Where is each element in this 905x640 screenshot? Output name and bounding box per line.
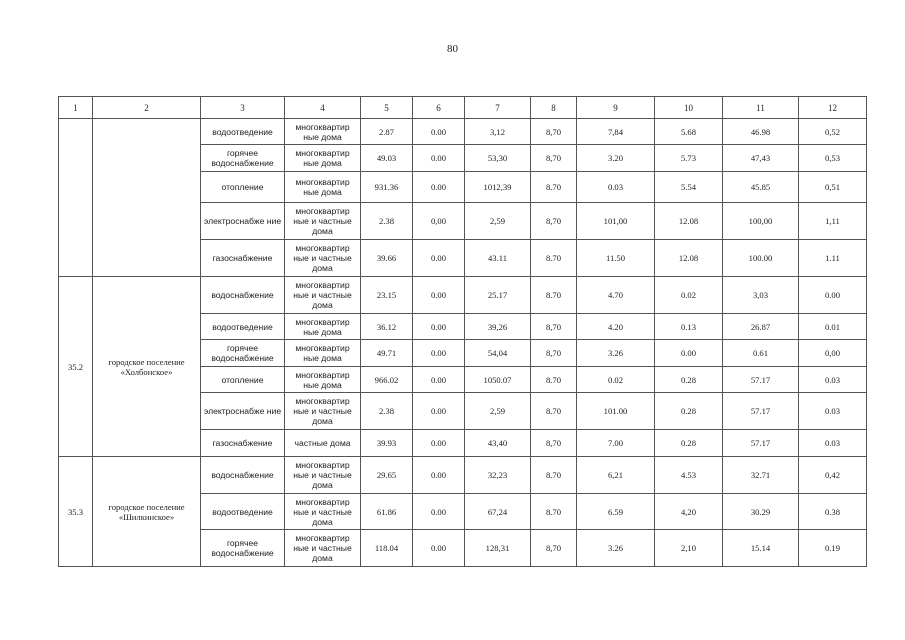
header-cell: 11 bbox=[723, 97, 799, 119]
value-cell: 0.00 bbox=[413, 530, 465, 567]
value-cell: 0.00 bbox=[413, 119, 465, 145]
value-cell: 100,00 bbox=[723, 203, 799, 240]
value-cell: 30.29 bbox=[723, 494, 799, 530]
value-cell: 8,70 bbox=[531, 145, 577, 172]
value-cell: 0.28 bbox=[655, 393, 723, 430]
value-cell: 12.08 bbox=[655, 203, 723, 240]
value-cell: 0,52 bbox=[799, 119, 867, 145]
value-cell: 8,70 bbox=[531, 530, 577, 567]
value-cell: 0.00 bbox=[413, 340, 465, 367]
consumer-cell: многоквартир ные дома bbox=[285, 172, 361, 203]
value-cell: 8,70 bbox=[531, 340, 577, 367]
consumer-cell: многоквартир ные и частные дома bbox=[285, 530, 361, 567]
value-cell: 0.00 bbox=[413, 314, 465, 340]
value-cell: 931.36 bbox=[361, 172, 413, 203]
value-cell: 0.02 bbox=[577, 367, 655, 393]
service-cell: водоотведение bbox=[201, 314, 285, 340]
service-cell: отопление bbox=[201, 172, 285, 203]
service-cell: электроснабже ние bbox=[201, 203, 285, 240]
value-cell: 7.00 bbox=[577, 430, 655, 457]
value-cell: 39.66 bbox=[361, 240, 413, 277]
value-cell: 0.28 bbox=[655, 367, 723, 393]
service-cell: водоснабжение bbox=[201, 277, 285, 314]
page-number: 80 bbox=[447, 43, 458, 55]
value-cell: 8.70 bbox=[531, 494, 577, 530]
value-cell: 39,26 bbox=[465, 314, 531, 340]
value-cell: 8,70 bbox=[531, 314, 577, 340]
value-cell: 2,59 bbox=[465, 393, 531, 430]
service-cell: водоотведение bbox=[201, 119, 285, 145]
value-cell: 23.15 bbox=[361, 277, 413, 314]
value-cell: 0,53 bbox=[799, 145, 867, 172]
value-cell: 2.38 bbox=[361, 203, 413, 240]
value-cell: 2,10 bbox=[655, 530, 723, 567]
header-cell: 1 bbox=[59, 97, 93, 119]
tariff-table bbox=[58, 96, 867, 567]
value-cell: 8,70 bbox=[531, 203, 577, 240]
group-name: городское поселение «Холбонское» bbox=[93, 277, 201, 457]
value-cell: 0.03 bbox=[799, 430, 867, 457]
value-cell: 128,31 bbox=[465, 530, 531, 567]
header-cell: 8 bbox=[531, 97, 577, 119]
value-cell: 0,00 bbox=[413, 203, 465, 240]
value-cell: 57.17 bbox=[723, 367, 799, 393]
value-cell: 7,84 bbox=[577, 119, 655, 145]
value-cell: 53,30 bbox=[465, 145, 531, 172]
value-cell: 15.14 bbox=[723, 530, 799, 567]
value-cell: 8.70 bbox=[531, 393, 577, 430]
value-cell: 3.26 bbox=[577, 530, 655, 567]
group-number bbox=[59, 119, 93, 277]
value-cell: 8.70 bbox=[531, 457, 577, 494]
value-cell: 46.98 bbox=[723, 119, 799, 145]
value-cell: 61.86 bbox=[361, 494, 413, 530]
service-cell: отопление bbox=[201, 367, 285, 393]
value-cell: 47,43 bbox=[723, 145, 799, 172]
header-cell: 3 bbox=[201, 97, 285, 119]
value-cell: 8,70 bbox=[531, 119, 577, 145]
value-cell: 12.08 bbox=[655, 240, 723, 277]
value-cell: 5.73 bbox=[655, 145, 723, 172]
value-cell: 5.54 bbox=[655, 172, 723, 203]
value-cell: 4.53 bbox=[655, 457, 723, 494]
consumer-cell: многоквартир ные и частные дома bbox=[285, 203, 361, 240]
value-cell: 0,00 bbox=[799, 340, 867, 367]
value-cell: 0.02 bbox=[655, 277, 723, 314]
value-cell: 101.00 bbox=[577, 393, 655, 430]
service-cell: водоснабжение bbox=[201, 457, 285, 494]
value-cell: 2.38 bbox=[361, 393, 413, 430]
consumer-cell: частные дома bbox=[285, 430, 361, 457]
value-cell: 0,42 bbox=[799, 457, 867, 494]
value-cell: 45.85 bbox=[723, 172, 799, 203]
service-cell: газоснабжение bbox=[201, 240, 285, 277]
value-cell: 4,20 bbox=[655, 494, 723, 530]
consumer-cell: многоквартир ные дома bbox=[285, 340, 361, 367]
value-cell: 0.19 bbox=[799, 530, 867, 567]
consumer-cell: многоквартир ные дома bbox=[285, 367, 361, 393]
value-cell: 0.03 bbox=[577, 172, 655, 203]
value-cell: 0.03 bbox=[799, 393, 867, 430]
value-cell: 0.00 bbox=[413, 430, 465, 457]
value-cell: 3.20 bbox=[577, 145, 655, 172]
consumer-cell: многоквартир ные и частные дома bbox=[285, 240, 361, 277]
value-cell: 29.65 bbox=[361, 457, 413, 494]
value-cell: 4.70 bbox=[577, 277, 655, 314]
header-row bbox=[59, 97, 867, 119]
value-cell: 36.12 bbox=[361, 314, 413, 340]
value-cell: 0.28 bbox=[655, 430, 723, 457]
value-cell: 966.02 bbox=[361, 367, 413, 393]
value-cell: 101,00 bbox=[577, 203, 655, 240]
consumer-cell: многоквартир ные и частные дома bbox=[285, 393, 361, 430]
value-cell: 32,23 bbox=[465, 457, 531, 494]
value-cell: 57.17 bbox=[723, 430, 799, 457]
value-cell: 0.00 bbox=[413, 457, 465, 494]
value-cell: 3,03 bbox=[723, 277, 799, 314]
value-cell: 25.17 bbox=[465, 277, 531, 314]
table-row bbox=[59, 457, 867, 494]
header-cell: 5 bbox=[361, 97, 413, 119]
value-cell: 0.38 bbox=[799, 494, 867, 530]
value-cell: 6.59 bbox=[577, 494, 655, 530]
value-cell: 1.11 bbox=[799, 240, 867, 277]
table-row bbox=[59, 119, 867, 145]
value-cell: 0.13 bbox=[655, 314, 723, 340]
value-cell: 49.71 bbox=[361, 340, 413, 367]
header-cell: 6 bbox=[413, 97, 465, 119]
header-cell: 2 bbox=[93, 97, 201, 119]
value-cell: 0.61 bbox=[723, 340, 799, 367]
service-cell: электроснабже ние bbox=[201, 393, 285, 430]
value-cell: 8,70 bbox=[531, 430, 577, 457]
value-cell: 8.70 bbox=[531, 172, 577, 203]
value-cell: 0.00 bbox=[413, 145, 465, 172]
value-cell: 26.87 bbox=[723, 314, 799, 340]
value-cell: 2.87 bbox=[361, 119, 413, 145]
consumer-cell: многоквартир ные дома bbox=[285, 145, 361, 172]
consumer-cell: многоквартир ные дома bbox=[285, 119, 361, 145]
header-cell: 10 bbox=[655, 97, 723, 119]
value-cell: 8.70 bbox=[531, 240, 577, 277]
value-cell: 0.01 bbox=[799, 314, 867, 340]
value-cell: 54,04 bbox=[465, 340, 531, 367]
value-cell: 0.00 bbox=[413, 172, 465, 203]
service-cell: газоснабжение bbox=[201, 430, 285, 457]
table-row bbox=[59, 277, 867, 314]
value-cell: 3,12 bbox=[465, 119, 531, 145]
value-cell: 118.04 bbox=[361, 530, 413, 567]
service-cell: горячее водоснабжение bbox=[201, 145, 285, 172]
group-name bbox=[93, 119, 201, 277]
value-cell: 8.70 bbox=[531, 367, 577, 393]
value-cell: 1050.07 bbox=[465, 367, 531, 393]
service-cell: водоотведение bbox=[201, 494, 285, 530]
value-cell: 3.26 bbox=[577, 340, 655, 367]
value-cell: 67,24 bbox=[465, 494, 531, 530]
value-cell: 11.50 bbox=[577, 240, 655, 277]
value-cell: 0.00 bbox=[413, 494, 465, 530]
header-cell: 9 bbox=[577, 97, 655, 119]
value-cell: 8.70 bbox=[531, 277, 577, 314]
value-cell: 2,59 bbox=[465, 203, 531, 240]
header-cell: 4 bbox=[285, 97, 361, 119]
value-cell: 43.11 bbox=[465, 240, 531, 277]
value-cell: 32.71 bbox=[723, 457, 799, 494]
value-cell: 100.00 bbox=[723, 240, 799, 277]
consumer-cell: многоквартир ные и частные дома bbox=[285, 277, 361, 314]
value-cell: 39.93 bbox=[361, 430, 413, 457]
header-cell: 7 bbox=[465, 97, 531, 119]
value-cell: 43,40 bbox=[465, 430, 531, 457]
header-cell: 12 bbox=[799, 97, 867, 119]
value-cell: 0,51 bbox=[799, 172, 867, 203]
value-cell: 1,11 bbox=[799, 203, 867, 240]
value-cell: 6,21 bbox=[577, 457, 655, 494]
consumer-cell: многоквартир ные и частные дома bbox=[285, 457, 361, 494]
value-cell: 57.17 bbox=[723, 393, 799, 430]
group-number: 35.2 bbox=[59, 277, 93, 457]
group-number: 35.3 bbox=[59, 457, 93, 567]
value-cell: 0.00 bbox=[413, 277, 465, 314]
value-cell: 0.00 bbox=[413, 240, 465, 277]
value-cell: 0.00 bbox=[799, 277, 867, 314]
value-cell: 0.00 bbox=[413, 367, 465, 393]
value-cell: 0.00 bbox=[655, 340, 723, 367]
consumer-cell: многоквартир ные дома bbox=[285, 314, 361, 340]
value-cell: 49.03 bbox=[361, 145, 413, 172]
value-cell: 5.68 bbox=[655, 119, 723, 145]
group-name: городское поселение «Шилкинское» bbox=[93, 457, 201, 567]
value-cell: 0.00 bbox=[413, 393, 465, 430]
value-cell: 4.20 bbox=[577, 314, 655, 340]
consumer-cell: многоквартир ные и частные дома bbox=[285, 494, 361, 530]
value-cell: 1012,39 bbox=[465, 172, 531, 203]
service-cell: горячее водоснабжение bbox=[201, 530, 285, 567]
value-cell: 0.03 bbox=[799, 367, 867, 393]
service-cell: горячее водоснабжение bbox=[201, 340, 285, 367]
